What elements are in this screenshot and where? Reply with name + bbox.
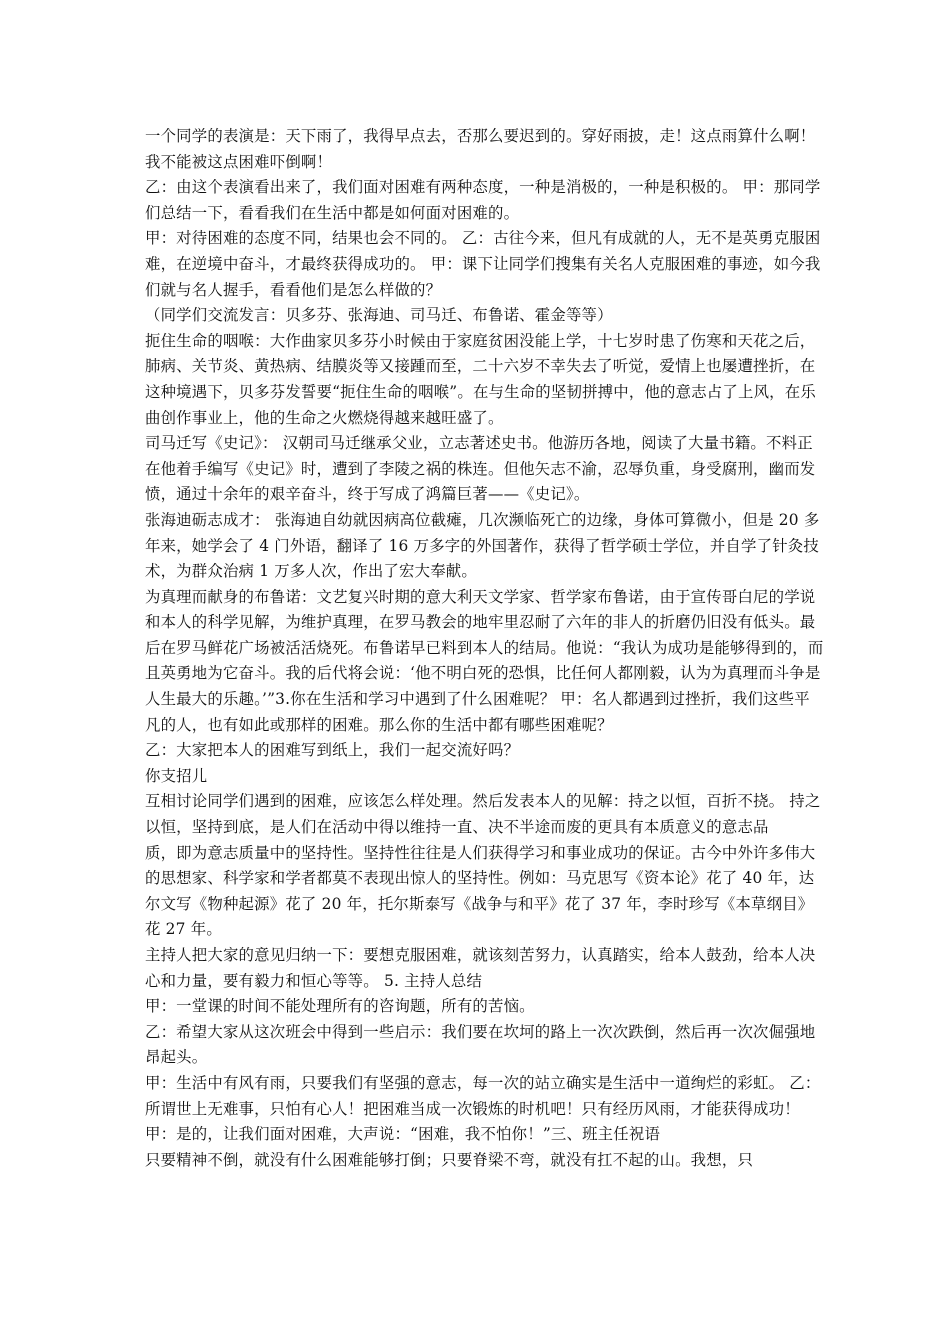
paragraph-exchange-note: （同学们交流发言：贝多芬、张海迪、司马迁、布鲁诺、霍金等等）	[145, 306, 613, 325]
paragraph-attitude-result: 甲：对待困难的态度不同，结果也会不同的。 乙：古往今来，但凡有成就的人，无不是英勇克服困难，在逆境中奋斗，才最终获得成功的。 甲：课下让同学们搜集有关名人克服困难的事迹，如今我们就与名人握手，看看他们是怎么样做的？	[145, 229, 821, 299]
paragraph-bruno: 为真理而献身的布鲁诺：文艺复兴时期的意大利天文学家、哲学家布鲁诺，由于宣传哥白尼的学说和本人的科学见解，为维护真理，在罗马教会的地牢里忍耐了六年的非人的折磨仍旧没有低头。最后在罗马鲜花广场被活活烧死。布鲁诺早已料到本人的结局。他说：“我认为成功是能够得到的，而且英勇地为它奋斗。我的后代将会说：‘他不明白死的恐惧，比任何人都刚毅，认为为真理而斗争是人生最大的乐趣。’”3.你在生活和学习中遇到了什么困难呢？ 甲：名人都遇到过挫折，我们这些平凡的人，也有如此或那样的困难。那么你的生活中都有哪些困难呢？	[145, 587, 824, 734]
paragraph-discussion: 互相讨论同学们遇到的困难，应该怎么样处理。然后发表本人的见解：持之以恒，百折不挠。 持之以恒，坚持到底，是人们在活动中得以维持一直、决不半途而废的更具有本质意义的意志品	[145, 792, 821, 837]
paragraph-host-summary: 主持人把大家的意见归纳一下：要想克服困难，就该刻苦努力，认真踏实，给本人鼓劲，给本人决心和力量，要有毅力和恒心等等。 5. 主持人总结	[145, 946, 816, 990]
paragraph-beethoven: 扼住生命的咽喉：大作曲家贝多芬小时候由于家庭贫困没能上学，十七岁时患了伤寒和天花之后，肺病、关节炎、黄热病、结膜炎等又接踵而至，二十六岁不幸失去了听觉，爱情上也屡遭挫折，在这种境遇下，贝多芬发誓要“扼住生命的咽喉”。在与生命的坚韧拼搏中，他的意志占了上风，在乐曲创作事业上，他的生命之火燃烧得越来越旺盛了。	[145, 331, 816, 427]
paragraph-advice-heading: 你支招儿	[145, 766, 208, 785]
paragraph-sima-qian: 司马迁写《史记》： 汉朝司马迁继承父业，立志著述史书。他游历各地，阅读了大量书籍。不料正在他着手编写《史记》时，遭到了李陵之祸的株连。但他矢志不渝，忍辱负重，身受腐刑，幽而发愤，通过十余年的艰辛奋斗，终于写成了鸿篇巨著——《史记》。	[145, 434, 816, 504]
paragraph-two-attitudes: 乙：由这个表演看出来了，我们面对困难有两种态度，一种是消极的，一种是积极的。 甲：那同学们总结一下，看看我们在生活中都是如何面对困难的。	[145, 178, 821, 222]
paragraph-persistence: 质，即为意志质量中的坚持性。坚持性往往是人们获得学习和事业成功的保证。古今中外许多伟大的思想家、科学家和学者都莫不表现出惊人的坚持性。例如：马克思写《资本论》花了 40 年，达尔文写《物种起源》花了 20 年，托尔斯泰写《战争与和平》花了 37 年，李时珍写《本草纲目》花 27 年。	[145, 843, 816, 939]
paragraph-jia-one-class: 甲：一堂课的时间不能处理所有的咨询题，所有的苦恼。	[145, 997, 535, 1016]
document-body	[145, 124, 825, 1173]
paragraph-rainbow: 甲：生活中有风有雨，只要我们有坚强的意志，每一次的站立确实是生活中一道绚烂的彩虹。 乙：所谓世上无难事，只怕有心人！把困难当成一次锻炼的时机吧！只有经历风雨，才能获得成功！	[145, 1073, 821, 1118]
paragraph-performance: 一个同学的表演是：天下雨了，我得早点去，否那么要迟到的。穿好雨披，走！这点雨算什么啊！我不能被这点困难吓倒啊！	[145, 127, 816, 171]
paragraph-not-afraid: 甲：是的，让我们面对困难，大声说：“困难，我不怕你！”三、班主任祝语	[145, 1125, 661, 1144]
paragraph-teacher-wishes: 只要精神不倒，就没有什么困难能够打倒；只要脊梁不弯，就没有扛不起的山。我想，只	[145, 1150, 754, 1169]
paragraph-zhang-haidi: 张海迪砺志成才： 张海迪自幼就因病高位截瘫，几次濒临死亡的边缘，身体可算微小，但是 20 多年来，她学会了 4 门外语，翻译了 16 万多字的外国著作，获得了哲学硕士学位，并自学了针灸技术，为群众治病 1 万多人次，作出了宏大奉献。	[145, 510, 820, 581]
paragraph-yi-hope: 乙：希望大家从这次班会中得到一些启示：我们要在坎坷的路上一次次跌倒，然后再一次次倔强地昂起头。	[145, 1022, 816, 1067]
paragraph-write-difficulties: 乙：大家把本人的困难写到纸上，我们一起交流好吗？	[145, 741, 520, 760]
